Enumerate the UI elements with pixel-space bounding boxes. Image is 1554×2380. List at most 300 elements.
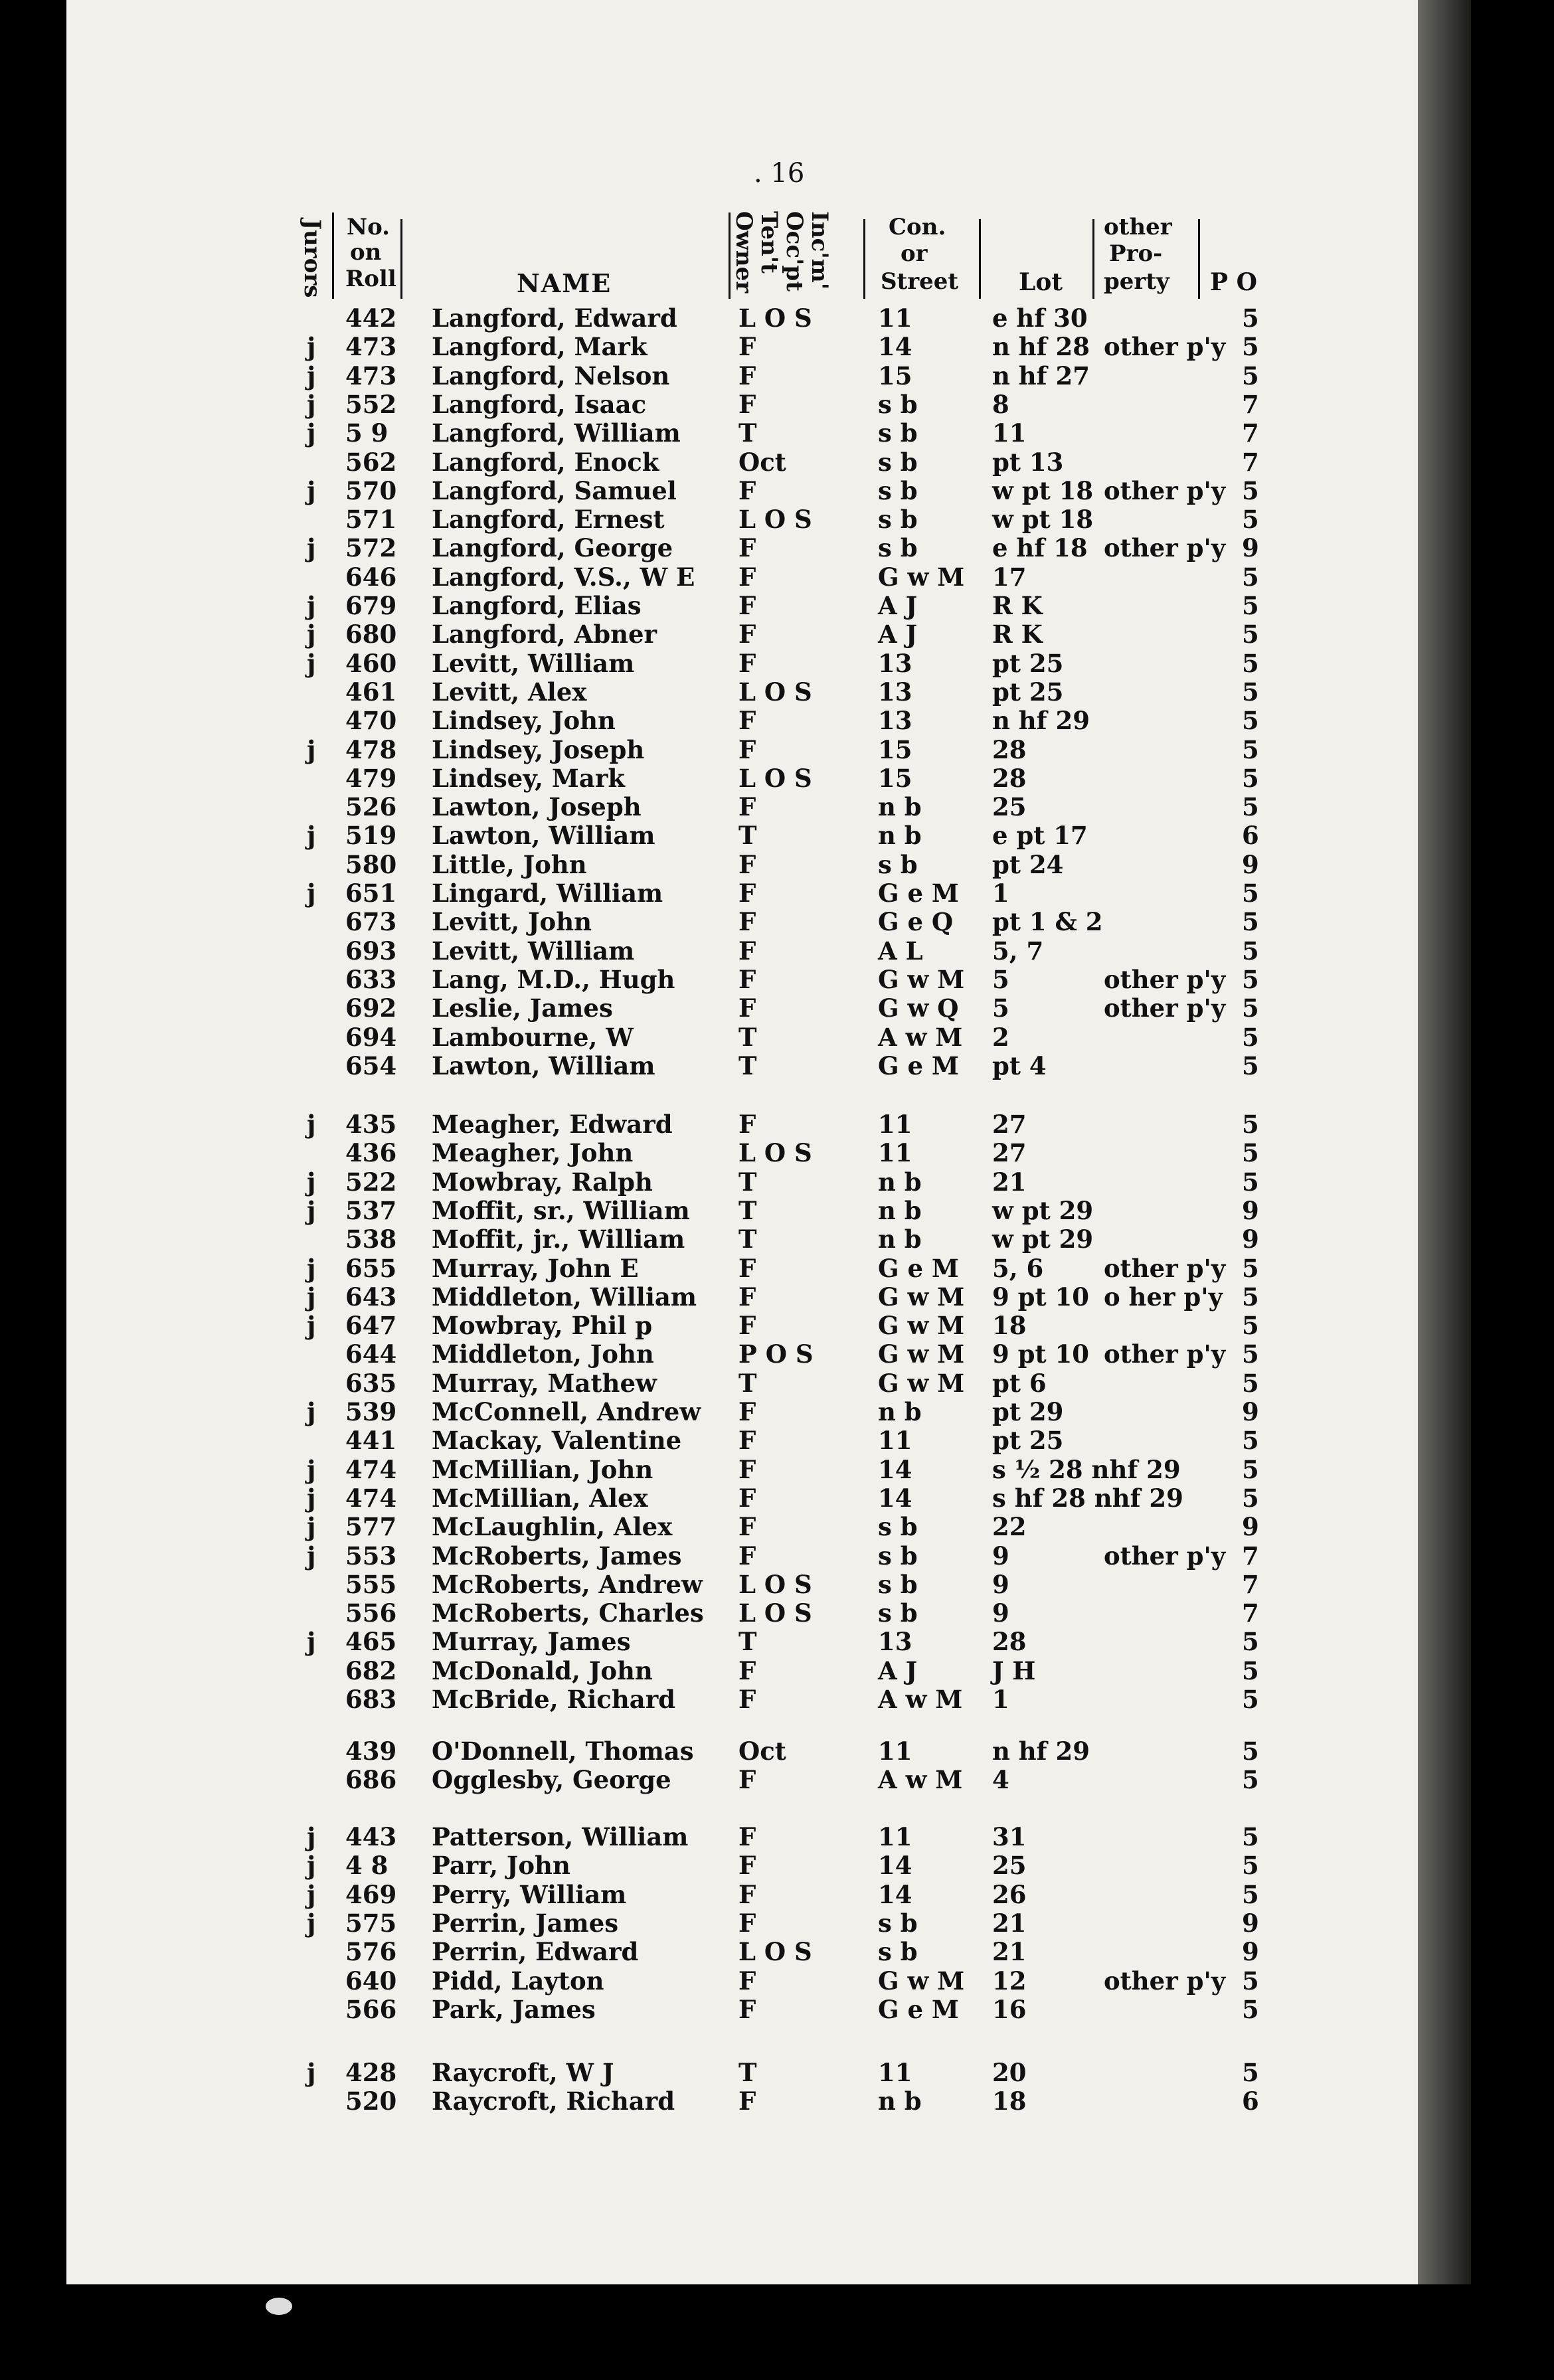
lot-number: 31: [992, 1822, 1027, 1851]
concession-or-street: G w M: [878, 1282, 965, 1312]
concession-or-street: 14: [878, 1483, 912, 1513]
occupancy-status: Oct: [738, 1737, 786, 1766]
post-office: 5: [1242, 677, 1259, 707]
roll-number: 644: [345, 1339, 397, 1369]
ratepayer-name: Langford, Isaac: [432, 389, 647, 419]
ratepayer-name: McMillian, John: [432, 1454, 653, 1484]
juror-mark: j: [307, 1483, 316, 1513]
table-row: [0, 649, 1554, 678]
post-office: 5: [1242, 1051, 1259, 1080]
ratepayer-name: Raycroft, Richard: [432, 2086, 675, 2116]
roll-number: 474: [345, 1454, 397, 1484]
occupancy-status: F: [738, 1311, 756, 1341]
occupancy-status: F: [738, 2086, 756, 2116]
occupancy-status: F: [738, 1879, 756, 1909]
column-rule: [1198, 219, 1200, 299]
column-rule: [332, 212, 334, 299]
concession-or-street: 14: [878, 1851, 912, 1881]
post-office: 5: [1242, 648, 1259, 678]
ratepayer-name: Levitt, William: [432, 936, 635, 966]
occupancy-status: F: [738, 1851, 756, 1881]
concession-or-street: n b: [878, 821, 922, 851]
lot-number: 21: [992, 1167, 1027, 1197]
occupancy-status: L O S: [738, 505, 812, 535]
lot-number: J H: [992, 1656, 1036, 1685]
concession-or-street: 14: [878, 332, 912, 362]
lot-number: 25: [992, 1851, 1027, 1881]
lot-number: 27: [992, 1138, 1027, 1168]
other-property: other p'y: [1104, 475, 1226, 505]
occupancy-status: F: [738, 591, 756, 620]
table-row: [0, 821, 1554, 850]
lot-number: w pt 29: [992, 1195, 1094, 1225]
header-occupant: Occ'pt: [781, 211, 808, 292]
table-row: [0, 1823, 1554, 1851]
roll-number: 643: [345, 1282, 397, 1312]
roll-number: 519: [345, 821, 397, 851]
concession-or-street: 11: [878, 2058, 912, 2087]
occupancy-status: F: [738, 620, 756, 649]
lot-number: pt 29: [992, 1397, 1064, 1426]
header-no-line-2: on: [350, 239, 382, 266]
post-office: 5: [1242, 303, 1259, 333]
table-row: [0, 764, 1554, 793]
concession-or-street: A J: [878, 620, 918, 649]
ratepayer-name: Mowbray, Phil p: [432, 1311, 653, 1341]
lot-number: 8: [992, 389, 1009, 419]
table-row: [0, 1571, 1554, 1599]
lot-number: 16: [992, 1994, 1027, 2024]
roll-number: 654: [345, 1051, 397, 1080]
table-row: [0, 1938, 1554, 1966]
table-row: [0, 908, 1554, 936]
table-row: [0, 966, 1554, 994]
roll-number: 428: [345, 2058, 397, 2087]
ratepayer-name: Langford, William: [432, 418, 681, 448]
roll-number: 520: [345, 2086, 397, 2116]
ratepayer-name: Meagher, John: [432, 1138, 634, 1168]
occupancy-status: F: [738, 648, 756, 678]
lot-number: 5, 7: [992, 936, 1044, 966]
occupancy-status: F: [738, 1512, 756, 1542]
table-row: [0, 448, 1554, 477]
post-office: 9: [1242, 533, 1259, 563]
post-office: 5: [1242, 993, 1259, 1023]
concession-or-street: G e Q: [878, 907, 954, 937]
roll-number: 465: [345, 1627, 397, 1657]
juror-mark: j: [307, 879, 316, 908]
header-tenant: Ten't: [756, 211, 782, 274]
table-row: [0, 1023, 1554, 1052]
occupancy-status: F: [738, 1483, 756, 1513]
other-property: other p'y: [1104, 993, 1226, 1023]
occupancy-status: F: [738, 475, 756, 505]
juror-mark: j: [307, 1311, 316, 1341]
table-row: [0, 1766, 1554, 1794]
post-office: 5: [1242, 1966, 1259, 1996]
ratepayer-name: Levitt, John: [432, 907, 592, 937]
table-row: [0, 1484, 1554, 1513]
roll-number: 576: [345, 1937, 397, 1967]
post-office: 5: [1242, 1167, 1259, 1197]
post-office: 5: [1242, 562, 1259, 592]
roll-number: 570: [345, 475, 397, 505]
table-row: [0, 1110, 1554, 1139]
lot-number: e hf 18: [992, 533, 1088, 563]
post-office: 9: [1242, 1908, 1259, 1938]
post-office: 9: [1242, 1937, 1259, 1967]
occupancy-status: T: [738, 1167, 757, 1197]
concession-or-street: 15: [878, 763, 912, 793]
occupancy-status: L O S: [738, 677, 812, 707]
lot-number: 28: [992, 1627, 1027, 1657]
roll-number: 555: [345, 1569, 397, 1599]
ratepayer-name: Moffit, sr., William: [432, 1195, 690, 1225]
lot-number: 9: [992, 1569, 1009, 1599]
roll-number: 651: [345, 879, 397, 908]
roll-number: 538: [345, 1225, 397, 1254]
occupancy-status: F: [738, 332, 756, 362]
concession-or-street: 13: [878, 1627, 912, 1657]
lot-number: n hf 29: [992, 1737, 1090, 1766]
header-other-line-2: Pro-: [1109, 240, 1163, 267]
post-office: 7: [1242, 447, 1259, 477]
lot-number: e hf 30: [992, 303, 1088, 333]
header-con-line-2: or: [901, 240, 928, 267]
occupancy-status: F: [738, 849, 756, 879]
table-row: [0, 534, 1554, 562]
lot-number: 21: [992, 1937, 1027, 1967]
post-office: 5: [1242, 332, 1259, 362]
juror-mark: j: [307, 1110, 316, 1139]
ratepayer-name: McRoberts, Charles: [432, 1598, 704, 1628]
juror-mark: j: [307, 1908, 316, 1938]
column-rule: [863, 219, 865, 299]
occupancy-status: F: [738, 879, 756, 908]
juror-mark: j: [307, 1822, 316, 1851]
ratepayer-name: McConnell, Andrew: [432, 1397, 701, 1426]
roll-number: 553: [345, 1541, 397, 1571]
roll-number: 572: [345, 533, 397, 563]
table-row: [0, 1456, 1554, 1484]
table-row: [0, 505, 1554, 534]
post-office: 7: [1242, 418, 1259, 448]
concession-or-street: n b: [878, 1397, 922, 1426]
other-property: other p'y: [1104, 1253, 1226, 1283]
roll-number: 556: [345, 1598, 397, 1628]
lot-number: pt 25: [992, 677, 1064, 707]
occupancy-status: F: [738, 1110, 756, 1139]
table-row: [0, 793, 1554, 821]
post-office: 5: [1242, 1879, 1259, 1909]
roll-number: 435: [345, 1110, 397, 1139]
concession-or-street: 11: [878, 1737, 912, 1766]
post-office: 6: [1242, 2086, 1259, 2116]
post-office: 9: [1242, 849, 1259, 879]
occupancy-status: T: [738, 821, 757, 851]
occupancy-status: F: [738, 1656, 756, 1685]
table-row: [0, 1542, 1554, 1571]
occupancy-status: F: [738, 936, 756, 966]
roll-number: 539: [345, 1397, 397, 1426]
roll-number: 566: [345, 1994, 397, 2024]
table-row: [0, 1168, 1554, 1197]
column-rule: [979, 219, 981, 299]
occupancy-status: L O S: [738, 1569, 812, 1599]
occupancy-status: F: [738, 1541, 756, 1571]
juror-mark: j: [307, 361, 316, 390]
concession-or-street: s b: [878, 1908, 918, 1938]
post-office: 5: [1242, 505, 1259, 535]
lot-number: 18: [992, 1311, 1027, 1341]
lot-number: 28: [992, 763, 1027, 793]
ratepayer-name: Lindsey, John: [432, 706, 616, 736]
concession-or-street: s b: [878, 418, 918, 448]
juror-mark: j: [307, 1627, 316, 1657]
header-name: NAME: [517, 268, 612, 298]
ratepayer-name: Levitt, William: [432, 648, 635, 678]
roll-number: 692: [345, 993, 397, 1023]
post-office: 5: [1242, 1368, 1259, 1398]
ratepayer-name: Moffit, jr., William: [432, 1225, 685, 1254]
roll-number: 633: [345, 964, 397, 994]
post-office: 5: [1242, 907, 1259, 937]
occupancy-status: L O S: [738, 1138, 812, 1168]
post-office: 5: [1242, 1339, 1259, 1369]
concession-or-street: A J: [878, 591, 918, 620]
juror-mark: j: [307, 1282, 316, 1312]
post-office: 7: [1242, 1598, 1259, 1628]
table-row: [0, 477, 1554, 505]
lot-number: pt 13: [992, 447, 1064, 477]
roll-number: 473: [345, 332, 397, 362]
occupancy-status: F: [738, 706, 756, 736]
concession-or-street: s b: [878, 475, 918, 505]
ratepayer-name: Lawton, Joseph: [432, 792, 642, 822]
lot-number: pt 25: [992, 1426, 1064, 1456]
table-row: [0, 851, 1554, 879]
ratepayer-name: O'Donnell, Thomas: [432, 1737, 694, 1766]
table-row: [0, 563, 1554, 592]
table-row: [0, 707, 1554, 735]
header-other-line-3: perty: [1104, 268, 1169, 295]
lot-number: 5: [992, 964, 1009, 994]
roll-number: 575: [345, 1908, 397, 1938]
ratepayer-name: Langford, Abner: [432, 620, 657, 649]
occupancy-status: F: [738, 792, 756, 822]
post-office: 5: [1242, 1138, 1259, 1168]
concession-or-street: s b: [878, 447, 918, 477]
roll-number: 522: [345, 1167, 397, 1197]
other-property: other p'y: [1104, 1541, 1226, 1571]
post-office: 5: [1242, 1483, 1259, 1513]
table-row: [0, 1685, 1554, 1714]
ratepayer-name: Langford, Samuel: [432, 475, 677, 505]
concession-or-street: s b: [878, 1569, 918, 1599]
post-office: 5: [1242, 1253, 1259, 1283]
ratepayer-name: Perrin, James: [432, 1908, 619, 1938]
table-row: [0, 937, 1554, 966]
lot-number: pt 6: [992, 1368, 1047, 1398]
post-office: 5: [1242, 763, 1259, 793]
occupancy-status: T: [738, 1627, 757, 1657]
roll-number: 646: [345, 562, 397, 592]
scan-speck: [266, 2298, 292, 2315]
roll-number: 680: [345, 620, 397, 649]
post-office: 5: [1242, 1851, 1259, 1881]
occupancy-status: T: [738, 1195, 757, 1225]
roll-number: 526: [345, 792, 397, 822]
concession-or-street: G w M: [878, 1311, 965, 1341]
table-row: [0, 1881, 1554, 1909]
concession-or-street: s b: [878, 389, 918, 419]
table-row: [0, 1369, 1554, 1398]
concession-or-street: n b: [878, 792, 922, 822]
post-office: 5: [1242, 1426, 1259, 1456]
occupancy-status: P O S: [738, 1339, 814, 1369]
concession-or-street: n b: [878, 1195, 922, 1225]
juror-mark: j: [307, 591, 316, 620]
occupancy-status: F: [738, 993, 756, 1023]
post-office: 5: [1242, 936, 1259, 966]
table-row: [0, 1851, 1554, 1880]
lot-number: e pt 17: [992, 821, 1088, 851]
occupancy-status: F: [738, 734, 756, 764]
juror-mark: j: [307, 1879, 316, 1909]
roll-number: 439: [345, 1737, 397, 1766]
concession-or-street: G e M: [878, 1253, 959, 1283]
occupancy-status: F: [738, 1765, 756, 1794]
concession-or-street: s b: [878, 1541, 918, 1571]
post-office: 7: [1242, 1541, 1259, 1571]
lot-number: 27: [992, 1110, 1027, 1139]
occupancy-status: F: [738, 1685, 756, 1714]
juror-mark: j: [307, 1397, 316, 1426]
post-office: 7: [1242, 389, 1259, 419]
header-con-line-1: Con.: [889, 214, 946, 240]
ratepayer-name: Murray, James: [432, 1627, 631, 1657]
post-office: 5: [1242, 1685, 1259, 1714]
occupancy-status: T: [738, 1368, 757, 1398]
lot-number: w pt 18: [992, 505, 1094, 535]
ratepayer-name: McRoberts, Andrew: [432, 1569, 703, 1599]
post-office: 5: [1242, 1627, 1259, 1657]
ratepayer-name: McRoberts, James: [432, 1541, 682, 1571]
occupancy-status: L O S: [738, 763, 812, 793]
table-row: [0, 1909, 1554, 1938]
other-property: other p'y: [1104, 1339, 1226, 1369]
table-row: [0, 1513, 1554, 1541]
lot-number: 9 pt 10: [992, 1339, 1089, 1369]
ratepayer-name: Murray, Mathew: [432, 1368, 657, 1398]
juror-mark: j: [307, 1512, 316, 1542]
roll-number: 552: [345, 389, 397, 419]
table-row: [0, 1967, 1554, 1996]
ratepayer-name: Patterson, William: [432, 1822, 689, 1851]
post-office: 5: [1242, 1737, 1259, 1766]
occupancy-status: F: [738, 1966, 756, 1996]
roll-number: 470: [345, 706, 397, 736]
ratepayer-name: Langford, Edward: [432, 303, 677, 333]
occupancy-status: T: [738, 1051, 757, 1080]
concession-or-street: A J: [878, 1656, 918, 1685]
other-property: other p'y: [1104, 332, 1226, 362]
lot-number: pt 4: [992, 1051, 1047, 1080]
concession-or-street: s b: [878, 505, 918, 535]
roll-number: 682: [345, 1656, 397, 1685]
table-row: [0, 1398, 1554, 1426]
other-property: other p'y: [1104, 533, 1226, 563]
roll-number: 580: [345, 849, 397, 879]
concession-or-street: n b: [878, 2086, 922, 2116]
ratepayer-name: Lindsey, Mark: [432, 763, 625, 793]
juror-mark: j: [307, 1195, 316, 1225]
post-office: 5: [1242, 620, 1259, 649]
post-office: 7: [1242, 1569, 1259, 1599]
roll-number: 436: [345, 1138, 397, 1168]
ratepayer-name: Perry, William: [432, 1879, 627, 1909]
post-office: 5: [1242, 1994, 1259, 2024]
concession-or-street: A L: [878, 936, 923, 966]
lot-number: n hf 28: [992, 332, 1090, 362]
concession-or-street: s b: [878, 1937, 918, 1967]
table-row: [0, 1426, 1554, 1455]
post-office: 5: [1242, 361, 1259, 390]
concession-or-street: n b: [878, 1167, 922, 1197]
header-con-line-3: Street: [881, 268, 959, 295]
header-no-line-1: No.: [347, 214, 390, 240]
juror-mark: j: [307, 533, 316, 563]
occupancy-status: T: [738, 1022, 757, 1052]
roll-number: 673: [345, 907, 397, 937]
table-row: [0, 1197, 1554, 1225]
lot-number: 4: [992, 1765, 1009, 1794]
juror-mark: j: [307, 2058, 316, 2087]
table-row: [0, 879, 1554, 908]
roll-number: 474: [345, 1483, 397, 1513]
concession-or-street: G w M: [878, 1368, 965, 1398]
roll-number: 443: [345, 1822, 397, 1851]
table-row: [0, 1599, 1554, 1628]
ratepayer-name: Middleton, John: [432, 1339, 654, 1369]
table-row: [0, 1996, 1554, 2024]
ratepayer-name: Mackay, Valentine: [432, 1426, 682, 1456]
page-number: . 16: [754, 158, 805, 189]
concession-or-street: 11: [878, 303, 912, 333]
ratepayer-name: Lingard, William: [432, 879, 663, 908]
lot-number: R K: [992, 591, 1043, 620]
roll-number: 686: [345, 1765, 397, 1794]
occupancy-status: L O S: [738, 303, 812, 333]
header-lot: Lot: [1019, 268, 1063, 296]
roll-number: 571: [345, 505, 397, 535]
table-row: [0, 994, 1554, 1023]
post-office: 5: [1242, 475, 1259, 505]
ratepayer-name: Parr, John: [432, 1851, 570, 1881]
occupancy-status: L O S: [738, 1937, 812, 1967]
concession-or-street: s b: [878, 849, 918, 879]
ratepayer-name: Ogglesby, George: [432, 1765, 671, 1794]
ratepayer-name: Lawton, William: [432, 1051, 655, 1080]
roll-number: 479: [345, 763, 397, 793]
juror-mark: j: [307, 1541, 316, 1571]
roll-number: 683: [345, 1685, 397, 1714]
ratepayer-name: Langford, George: [432, 533, 673, 563]
header-jurors: Jurors: [299, 219, 325, 298]
juror-mark: j: [307, 1167, 316, 1197]
concession-or-street: G w M: [878, 1966, 965, 1996]
roll-number: 460: [345, 648, 397, 678]
